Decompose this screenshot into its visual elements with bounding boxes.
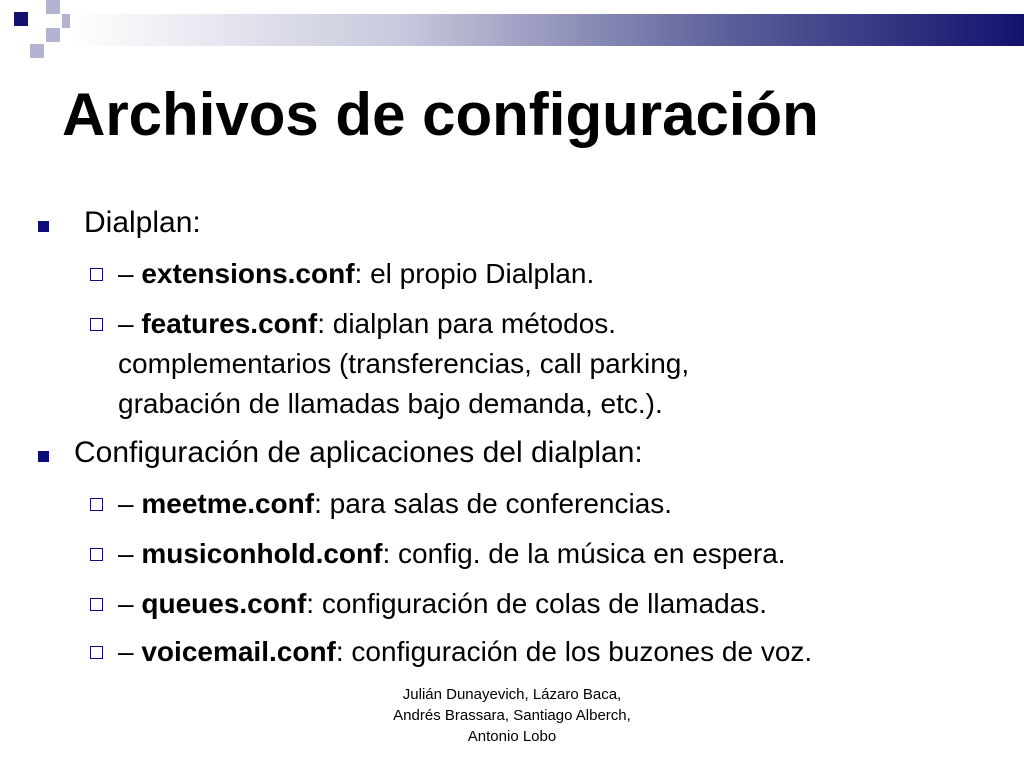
file-name: voicemail.conf xyxy=(141,636,336,667)
light-square xyxy=(46,28,60,42)
sub-item-text: – meetme.conf: para salas de conferencias. xyxy=(118,488,673,519)
file-desc: : el propio Dialplan. xyxy=(354,258,595,289)
footer-line: Julián Dunayevich, Lázaro Baca, xyxy=(402,686,622,703)
square-bullet xyxy=(38,451,49,462)
sub-item-text: – queues.conf: configuración de colas de llamadas. xyxy=(118,588,767,619)
continuation-line: complementarios (transferencias, call parking, xyxy=(118,348,690,379)
sub-item-text: – extensions.conf: el propio Dialplan. xyxy=(118,258,595,289)
slide-footer-authors xyxy=(312,684,712,747)
file-desc: : config. de la música en espera. xyxy=(382,538,786,569)
hollow-square-bullet xyxy=(90,268,103,281)
footer-line: Andrés Brassara, Santiago Alberch, xyxy=(393,707,631,724)
file-desc: : dialplan para métodos. xyxy=(317,308,617,339)
dark-square xyxy=(14,12,28,26)
file-desc: : configuración de colas de llamadas. xyxy=(306,588,767,619)
sub-item-text: – voicemail.conf: configuración de los buzones de voz. xyxy=(118,636,813,667)
sub-item-text: – musiconhold.conf: config. de la música en espera. xyxy=(118,538,786,569)
square-bullet xyxy=(38,221,49,232)
hollow-square-bullet xyxy=(90,598,103,611)
sub-item-text: – features.conf: dialplan para métodos. xyxy=(118,308,617,339)
hollow-square-bullet xyxy=(90,548,103,561)
file-name: musiconhold.conf xyxy=(141,538,383,569)
hollow-square-bullet xyxy=(90,646,103,659)
decorative-squares xyxy=(0,0,80,64)
continuation-line: grabación de llamadas bajo demanda, etc.). xyxy=(118,388,663,419)
bullet-label: Dialplan: xyxy=(84,206,201,239)
file-desc: : para salas de conferencias. xyxy=(314,488,673,519)
hollow-square-bullet xyxy=(90,498,103,511)
bullet-label: Configuración de aplicaciones del dialplan: xyxy=(74,436,643,469)
slide-title: Archivos de configuración xyxy=(62,81,819,148)
hollow-square-bullet xyxy=(90,318,103,331)
file-name: features.conf xyxy=(141,308,318,339)
light-square xyxy=(46,0,60,14)
footer-line: Antonio Lobo xyxy=(467,728,557,745)
light-square xyxy=(30,44,44,58)
header-gradient-bar xyxy=(70,14,1024,46)
file-name: queues.conf xyxy=(141,588,307,619)
file-name: meetme.conf xyxy=(141,488,315,519)
file-desc: : configuración de los buzones de voz. xyxy=(335,636,813,667)
file-name: extensions.conf xyxy=(141,258,355,289)
